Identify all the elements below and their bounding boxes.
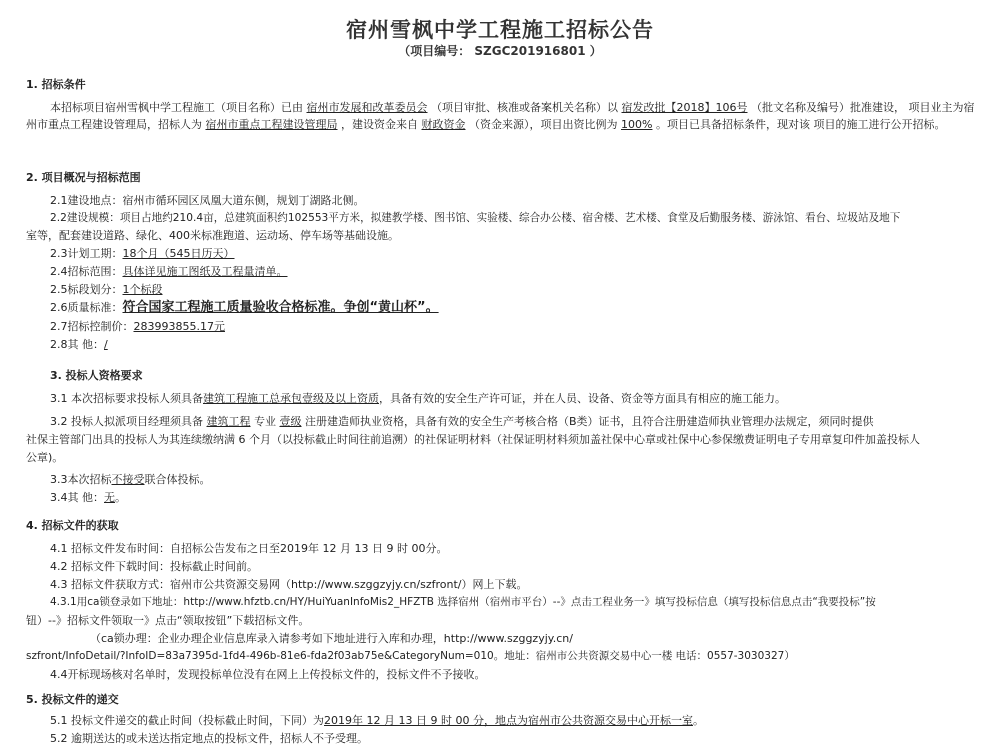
s1-text-6: （资金来源），项目出资比例为 (469, 118, 618, 131)
s2-price-value: 283993855.17元 (133, 320, 225, 333)
s2-line-8 (50, 336, 974, 353)
s3-1-text-c: ，具备有效的安全生产许可证，并在人员、设备、资金等方面具有相应的施工能力。 (379, 392, 786, 405)
s5-line-2: 5.2 逾期送达的或未送达指定地点的投标文件，招标人不予受理。 (50, 732, 368, 745)
s1-fund-source: 财政资金 (421, 118, 466, 131)
s1-text-4: 项目业主为宿州市重点工程建设管理局，招标人为 (26, 101, 975, 131)
project-number: （项目编号： SZGC201916801 ） (398, 44, 602, 58)
s1-text-5: ，建设资金来自 (341, 118, 418, 131)
s4-line-1: 4.1 招标文件发布时间：自招标公告发布之日至2019年 12 月 13 日 9 时 00分。 (50, 542, 448, 555)
s2-line-1: 2.1建设地点：宿州市循环园区凤凰大道东侧，规划丁湖路北侧。 (50, 194, 365, 207)
s5-1-text-d: 。 (692, 714, 704, 727)
s2-line-5 (50, 281, 974, 298)
s2-price-label: 2.7招标控制价： (50, 320, 134, 333)
s4-line-6: szfront/InfoDetail/?InfoID=83a7395d-1fd4-496b-81e6-fda2f03ab75e&CategoryNum=010。地址：宿州市公共资源交易中心一楼 电话：0557-3030327） (26, 650, 795, 662)
s2-line-2a: 2.2建设规模：项目占地约210.4亩，总建筑面积约102553平方米，拟建教学楼、图书馆、实验楼、综合办公楼、宿舍楼、艺术楼、食堂及后勤服务楼、游泳馆、看台、垃圾站及地下 (50, 212, 901, 224)
s3-line-4 (50, 489, 974, 506)
s2-quality-value: 符合国家工程施工质量验收合格标准。争创“黄山杯”。 (122, 300, 439, 315)
s3-2-text-c: 专业 (254, 415, 276, 428)
s4-line-2: 4.2 招标文件下载时间：投标截止时间前。 (50, 560, 258, 573)
s3-4-value: 无 (104, 491, 115, 504)
s3-3-text-a: 3.3本次招标 (50, 473, 112, 486)
section-4-heading: 4. 招标文件的获取 (26, 519, 119, 532)
s3-line-2b: 社保主管部门出具的投标人为其连续缴纳满 6 个月（以投标截止时间往前追溯）的社保证明材料（社保证明材料须加盖社保中心章或社保中心参保缴费证明电子专用章复印件加盖投标人 (26, 433, 920, 446)
s2-line-6 (50, 299, 974, 316)
s3-4-text-c: 。 (115, 491, 126, 504)
s2-quality-label: 2.6质量标准： (50, 301, 123, 314)
s1-ratio: 100% (621, 118, 653, 131)
s5-line-1 (50, 712, 974, 729)
section-1-heading: 1. 招标条件 (26, 78, 86, 91)
s3-line-2c: 公章)。 (26, 451, 64, 464)
s5-1-deadline: 2019年 12 月 13 日 9 时 00 分，地点为 (324, 714, 528, 727)
section-1-paragraph (26, 99, 978, 133)
s3-2-text-a: 3.2 投标人拟派项目经理须具备 (50, 415, 203, 428)
s3-4-text-a: 3.4其 他： (50, 491, 104, 504)
s3-2-grade: 壹级 (279, 415, 302, 428)
s2-duration-value: 18个月（545日历天） (122, 247, 235, 260)
s2-line-2b: 室等，配套建设道路、绿化、400米标准跑道、运动场、停车场等基础设施。 (26, 229, 399, 242)
s4-line-3: 4.3 招标文件获取方式：宿州市公共资源交易网（http://www.szggzyjy.cn/szfront/）网上下载。 (50, 578, 528, 591)
s2-scope-label: 2.4招标范围： (50, 265, 123, 278)
s1-text-8: 项目的施工进行公开招标。 (813, 118, 946, 131)
s4-line-4b: 钮）--》招标文件领取一》点击“领取按钮”下载招标文件。 (26, 614, 310, 627)
s3-3-text-c: 联合体投标。 (144, 473, 211, 486)
s1-tenderee: 宿州市重点工程建设管理局 (205, 118, 338, 131)
section-3-heading: 3. 投标人资格要求 (50, 369, 143, 382)
s2-other-value: / (104, 338, 108, 351)
s4-line-7: 4.4开标现场核对名单时，发现投标单位没有在网上上传投标文件的，投标文件不予接收。 (50, 668, 486, 681)
s1-text-2: （项目审批、核准或备案机关名称）以 (431, 101, 618, 114)
s3-1-text-a: 3.1 本次招标要求投标人须具备 (50, 392, 203, 405)
s1-text-1: 本招标项目宿州雪枫中学工程施工（项目名称）已由 (50, 101, 303, 114)
s3-qualification: 建筑工程施工总承包壹级及以上资质 (203, 392, 379, 405)
s2-duration-label: 2.3计划工期： (50, 247, 123, 260)
s5-1-location: 宿州市公共资源交易中心开标一室 (527, 714, 693, 727)
s2-other-label: 2.8其 他： (50, 338, 104, 351)
s1-approver: 宿州市发展和改革委员会 (306, 101, 428, 114)
page-title: 宿州雪枫中学工程施工招标公告 (346, 18, 654, 42)
s3-2-text-e: 注册建造师执业资格，具备有效的安全生产考核合格（B类）证书，且符合注册建造师执业管理办法规定，须同时提供 (305, 415, 874, 428)
s1-text-3: （批文名称及编号）批准建设， (751, 101, 905, 114)
s2-scope-value: 具体详见施工图纸及工程量清单。 (122, 265, 288, 278)
s2-line-7 (50, 318, 974, 335)
s1-text-7: 。项目已具备招标条件，现对该 (655, 118, 810, 131)
s2-line-4 (50, 263, 974, 280)
section-5-heading: 5. 投标文件的递交 (26, 693, 119, 706)
s2-lots-value: 1个标段 (122, 283, 163, 296)
s2-line-3 (50, 245, 974, 262)
s3-line-3 (50, 471, 974, 488)
section-2-heading: 2. 项目概况与招标范围 (26, 171, 141, 184)
s5-1-text-a: 5.1 投标文件递交的截止时间（投标截止时间，下同）为 (50, 714, 324, 727)
s4-line-5: （ca锁办理：企业办理企业信息库录入请参考如下地址进行入库和办理，http://www.szggzyjy.cn/ (90, 632, 573, 645)
s3-line-1 (50, 390, 974, 407)
s1-doc-number: 宿发改批【2018】106号 (621, 101, 748, 114)
s2-lots-label: 2.5标段划分： (50, 283, 123, 296)
s3-line-2a (50, 413, 974, 430)
s3-2-major: 建筑工程 (206, 415, 251, 428)
s3-3-consortium: 不接受 (111, 473, 145, 486)
s4-line-4a: 4.3.1用ca锁登录如下地址：http://www.hfztb.cn/HY/HuiYuanInfoMis2_HFZTB 选择宿州（宿州市平台）--》点击工程业务一》填写投标信息（填写投标信息点击“我要投标”按 (50, 596, 876, 608)
